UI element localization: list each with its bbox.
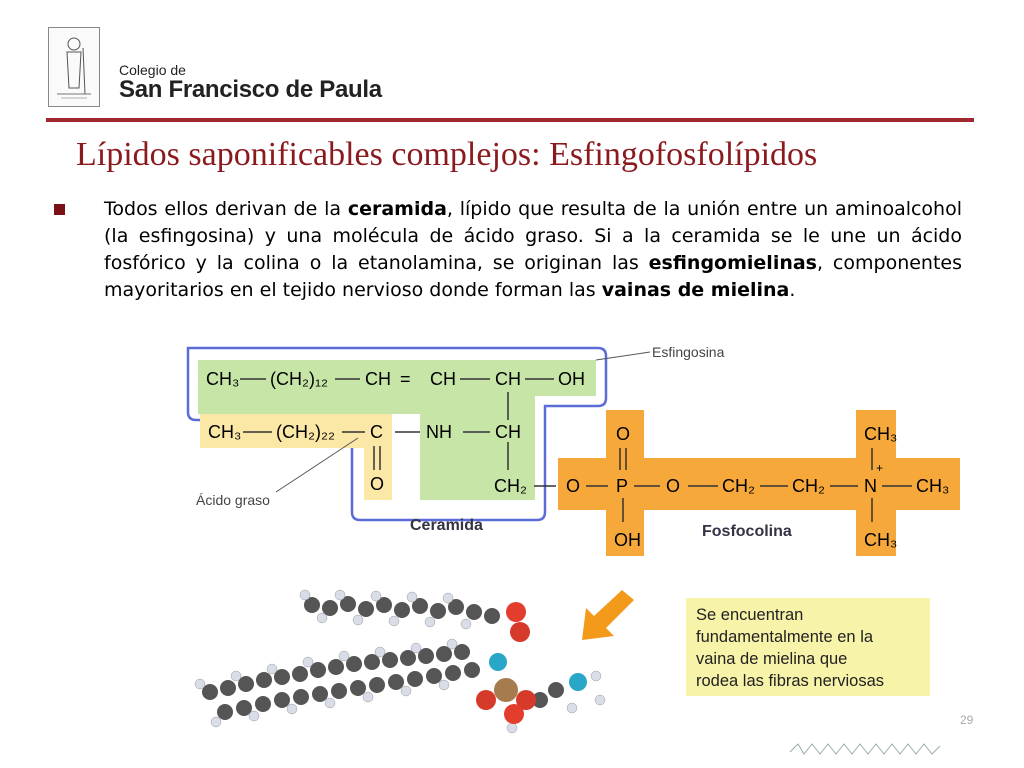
phosphate-oh: OH <box>614 530 641 550</box>
row1-double-bond: = <box>400 369 411 389</box>
school-name-big: San Francisco de Paula <box>119 76 382 103</box>
para-bold-vainas: vainas de mielina <box>601 279 790 301</box>
info-line-1: Se encuentran <box>696 606 804 624</box>
nitrogen: N <box>864 476 877 496</box>
ch2-ceramida: CH₂ <box>494 476 527 496</box>
carbonyl-o: O <box>370 474 385 494</box>
n-methyl-top: CH₃ <box>864 424 898 444</box>
nitrogen-charge: + <box>876 461 884 475</box>
bridge-o: O <box>666 476 681 496</box>
phosphoryl-o: O <box>616 424 631 444</box>
row1-oh: OH <box>558 369 585 389</box>
decorative-flourish <box>790 744 940 754</box>
row1-ch-c: CH <box>495 369 521 389</box>
row1-ch-a: CH <box>365 369 391 389</box>
choline-ch2-b: CH₂ <box>792 476 825 496</box>
school-name-small: Colegio de <box>119 62 186 78</box>
ester-o: O <box>566 476 581 496</box>
row1-ch3: CH₃ <box>206 369 240 389</box>
ceramida-label: Ceramida <box>410 517 483 534</box>
down-arrow-icon <box>582 590 634 640</box>
row1-ch2-12: (CH₂)₁₂ <box>270 369 329 389</box>
para-text-1: Todos ellos derivan de la <box>104 198 348 220</box>
esfingosina-label: Esfingosina <box>652 344 725 360</box>
para-bold-ceramida: ceramida <box>347 198 447 220</box>
para-text-4: . <box>789 279 796 301</box>
n-methyl-right: CH₃ <box>916 476 950 496</box>
n-methyl-bottom: CH₃ <box>864 530 898 550</box>
acido-graso-label: Ácido graso <box>196 492 270 508</box>
phosphorus: P <box>616 476 629 496</box>
row2-c: C <box>370 422 383 442</box>
row1-ch-b: CH <box>430 369 456 389</box>
info-line-4: rodea las fibras nerviosas <box>696 672 885 690</box>
row2-ch2-22: (CH₂)₂₂ <box>276 422 335 442</box>
info-line-2: fundamentalmente en la <box>696 628 874 646</box>
info-line-3: vaina de mielina que <box>696 650 848 668</box>
row2-ch: CH <box>495 422 521 442</box>
row2-nh: NH <box>426 422 452 442</box>
fosfocolina-label: Fosfocolina <box>702 523 792 540</box>
para-text-3: , componentes mayoritarios en el tejido nervioso donde forman las <box>104 252 963 301</box>
row2-ch3: CH₃ <box>208 422 242 442</box>
page-number: 29 <box>960 713 974 727</box>
molecular-model <box>195 590 605 733</box>
choline-ch2-a: CH₂ <box>722 476 755 496</box>
info-box <box>686 598 930 696</box>
para-bold-esfingomielinas: esfingomielinas <box>648 252 817 274</box>
para-text-2: , lípido que resulta de la unión entre un aminoalcohol (la esfingosina) y una molécula de ácido graso. Si a la ceramida se le une un ácido fosfórico y la colina o la etanolamina, se originan las <box>104 198 963 274</box>
slide-title: Lípidos saponificables complejos: Esfingofosfolípidos <box>76 136 818 173</box>
